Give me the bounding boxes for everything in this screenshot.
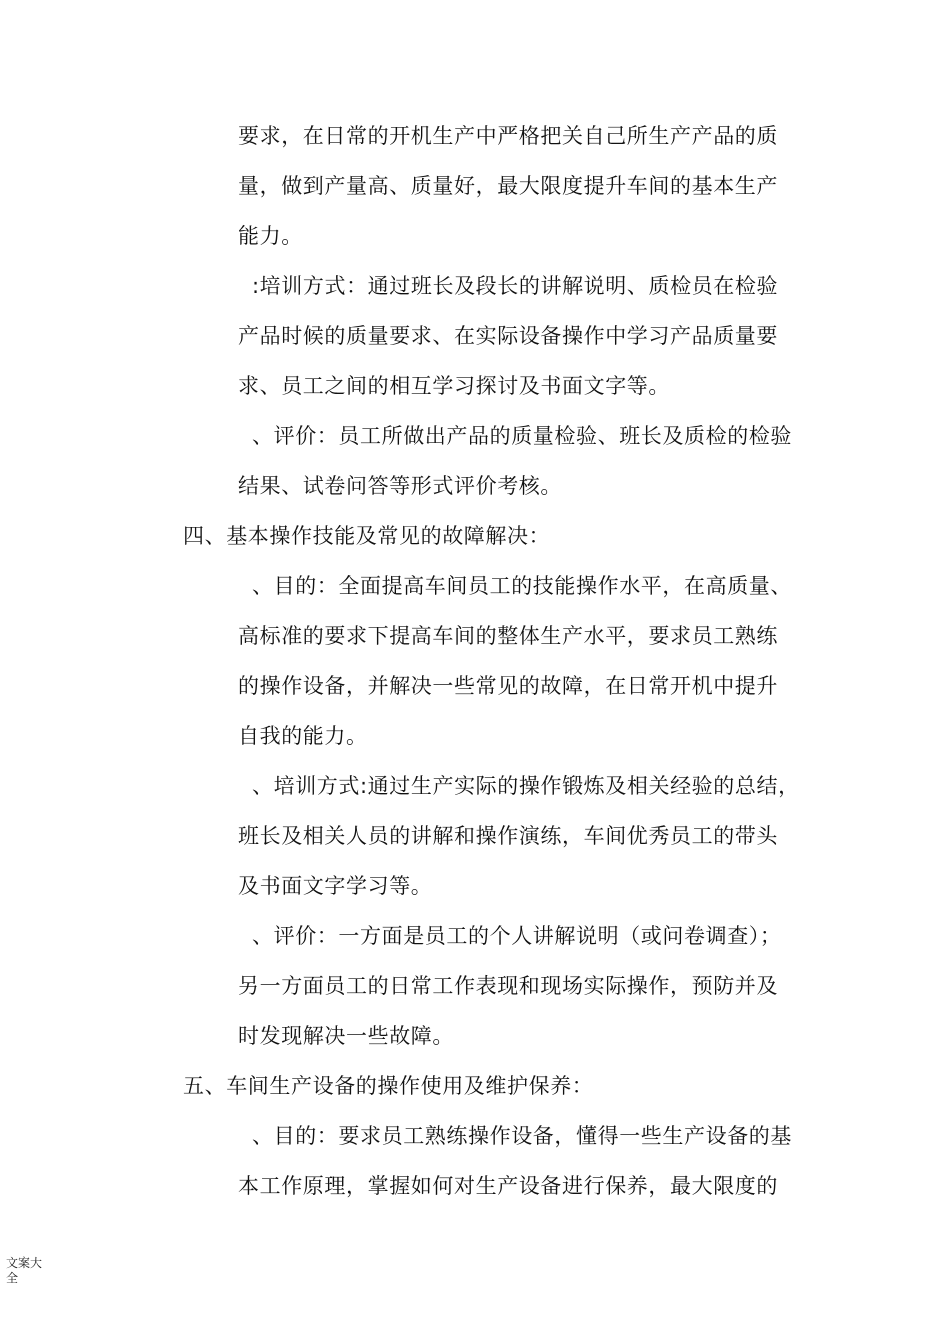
text-line: 、目的：要求员工熟练操作设备，懂得一些生产设备的基: [252, 1124, 792, 1148]
text-line: 另一方面员工的日常工作表现和现场实际操作，预防并及: [238, 974, 778, 998]
section-heading: 五、车间生产设备的操作使用及维护保养：: [183, 1074, 594, 1098]
text-line: 班长及相关人员的讲解和操作演练，车间优秀员工的带头: [238, 824, 778, 848]
text-line: 要求，在日常的开机生产中严格把关自己所生产产品的质: [238, 124, 778, 148]
text-line: :培训方式：通过班长及段长的讲解说明、质检员在检验: [252, 274, 779, 298]
text-line: 求、员工之间的相互学习探讨及书面文字等。: [238, 374, 670, 398]
text-line: 、评价：员工所做出产品的质量检验、班长及质检的检验: [252, 424, 792, 448]
text-line: 量，做到产量高、质量好，最大限度提升车间的基本生产: [238, 174, 778, 198]
text-line: 本工作原理，掌握如何对生产设备进行保养，最大限度的: [238, 1174, 778, 1198]
text-line: 、评价：一方面是员工的个人讲解说明（或问卷调查）；: [252, 924, 782, 948]
text-line: 能力。: [238, 224, 303, 248]
text-line: 及书面文字学习等。: [238, 874, 433, 898]
footer-label: 文案大全: [6, 1256, 43, 1285]
text-line: 产品时候的质量要求、在实际设备操作中学习产品质量要: [238, 324, 778, 348]
text-line: 高标准的要求下提高车间的整体生产水平，要求员工熟练: [238, 624, 778, 648]
text-line: 时发现解决一些故障。: [238, 1024, 454, 1048]
text-line: 的操作设备，并解决一些常见的故障，在日常开机中提升: [238, 674, 778, 698]
section-heading: 四、基本操作技能及常见的故障解决：: [183, 524, 551, 548]
text-line: 自我的能力。: [238, 724, 368, 748]
text-line: 、目的：全面提高车间员工的技能操作水平，在高质量、: [252, 574, 792, 598]
text-line: 结果、试卷问答等形式评价考核。: [238, 474, 562, 498]
text-line: 、培训方式:通过生产实际的操作锻炼及相关经验的总结，: [252, 774, 800, 798]
